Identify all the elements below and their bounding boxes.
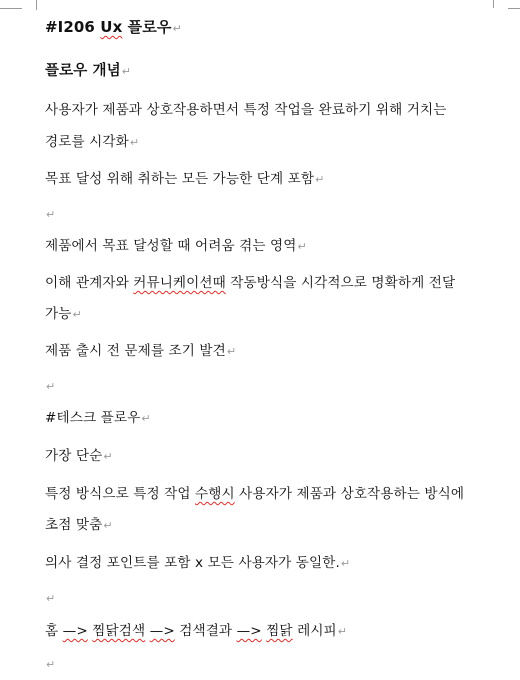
crop-mark-top-left [0,8,22,9]
paragraph-5[interactable] [45,342,236,361]
empty-paragraph-2[interactable] [45,377,55,396]
paragraph-mark-icon: ↵ [103,450,113,463]
heading-flow-concept[interactable] [45,62,131,81]
paragraph-flow-steps[interactable] [45,622,347,641]
paragraph-4-line-1[interactable] [45,274,455,292]
empty-paragraph-4[interactable] [45,655,55,674]
flow-step-results: 검색결과 [174,623,237,639]
empty-paragraph-3[interactable] [45,589,55,608]
paragraph-mark-icon: ↵ [46,380,56,393]
paragraph-mark-icon: ↵ [172,22,182,35]
title-text-suffix: 플로우 [122,18,172,36]
crop-mark-top-left-vertical [22,0,37,10]
title-text: #I206 [45,18,101,36]
paragraph-text: 이해 관계자와 [45,275,134,291]
paragraph-mark-icon: ↵ [46,208,56,221]
paragraph-text: #테스크 플로우 [45,410,141,426]
paragraph-1-line-2[interactable] [45,133,139,152]
flow-arrow: —> [149,623,175,639]
flow-arrow: —> [236,623,262,639]
crop-mark-top-right [508,8,520,9]
paragraph-1-line-1[interactable] [45,101,446,119]
crop-mark-top-right-vertical [493,0,508,8]
paragraph-text: 목표 달성 위해 취하는 모든 가능한 단계 포함 [45,171,315,187]
paragraph-2[interactable] [45,170,324,189]
heading-text: 플로우 개념 [45,63,121,79]
title-ux-misspelled: Ux [100,18,123,36]
paragraph-text: 특정 방식으로 특정 작업 [45,486,195,502]
flow-arrow: —> [62,623,88,639]
paragraph-mark-icon: ↵ [340,557,351,570]
paragraph-mark-icon: ↵ [337,625,348,638]
paragraph-text: 가장 단순 [45,448,103,464]
flow-step-jjimdak: 찜닭 [266,623,293,639]
paragraph-text: 의사 결정 포인트를 포함 x 모든 사용자가 동일한. [45,555,340,571]
misspelled-word: 커뮤니케이션때 [133,275,226,291]
paragraph-task-flow-heading[interactable] [45,409,151,428]
paragraph-mark-icon: ↵ [121,65,132,78]
paragraph-3[interactable] [45,237,307,256]
paragraph-text: 가능 [45,306,72,322]
paragraph-text: 경로를 시각화 [45,134,129,150]
misspelled-word: 수행시 [195,486,235,502]
paragraph-mark-icon: ↵ [72,308,82,321]
paragraph-mark-icon: ↵ [226,345,237,358]
flow-step-search: 찜닭검색 [92,623,146,639]
paragraph-text: 작동방식을 시각적으로 명확하게 전달 [225,275,456,291]
document-title[interactable] [45,18,182,38]
paragraph-mark-icon: ↵ [103,519,113,532]
paragraph-text: 사용자가 제품과 상호작용하는 방식에 [234,486,465,502]
paragraph-mark-icon: ↵ [129,136,140,149]
paragraph-text: 제품 출시 전 문제를 조기 발견 [45,343,226,359]
paragraph-4-line-2[interactable] [45,305,82,324]
paragraph-mark-icon: ↵ [46,592,56,605]
paragraph-mark-icon: ↵ [141,412,151,425]
paragraph-mark-icon: ↵ [315,173,325,186]
flow-step-recipe: 레시피 [292,623,337,639]
paragraph-mark-icon: ↵ [297,240,307,253]
paragraph-mark-icon: ↵ [46,658,56,671]
empty-paragraph-1[interactable] [45,205,55,224]
paragraph-text: 제품에서 목표 달성할 때 어려움 겪는 영역 [45,238,297,254]
flow-step-home: 홈 [45,623,63,639]
paragraph-text: 사용자가 제품과 상호작용하면서 특정 작업을 완료하기 위해 거치는 [45,102,447,118]
paragraph-9[interactable] [45,554,350,573]
paragraph-8-line-1[interactable] [45,485,464,503]
paragraph-7[interactable] [45,447,113,466]
paragraph-text: 초점 맞춤 [45,517,103,533]
paragraph-8-line-2[interactable] [45,516,113,535]
